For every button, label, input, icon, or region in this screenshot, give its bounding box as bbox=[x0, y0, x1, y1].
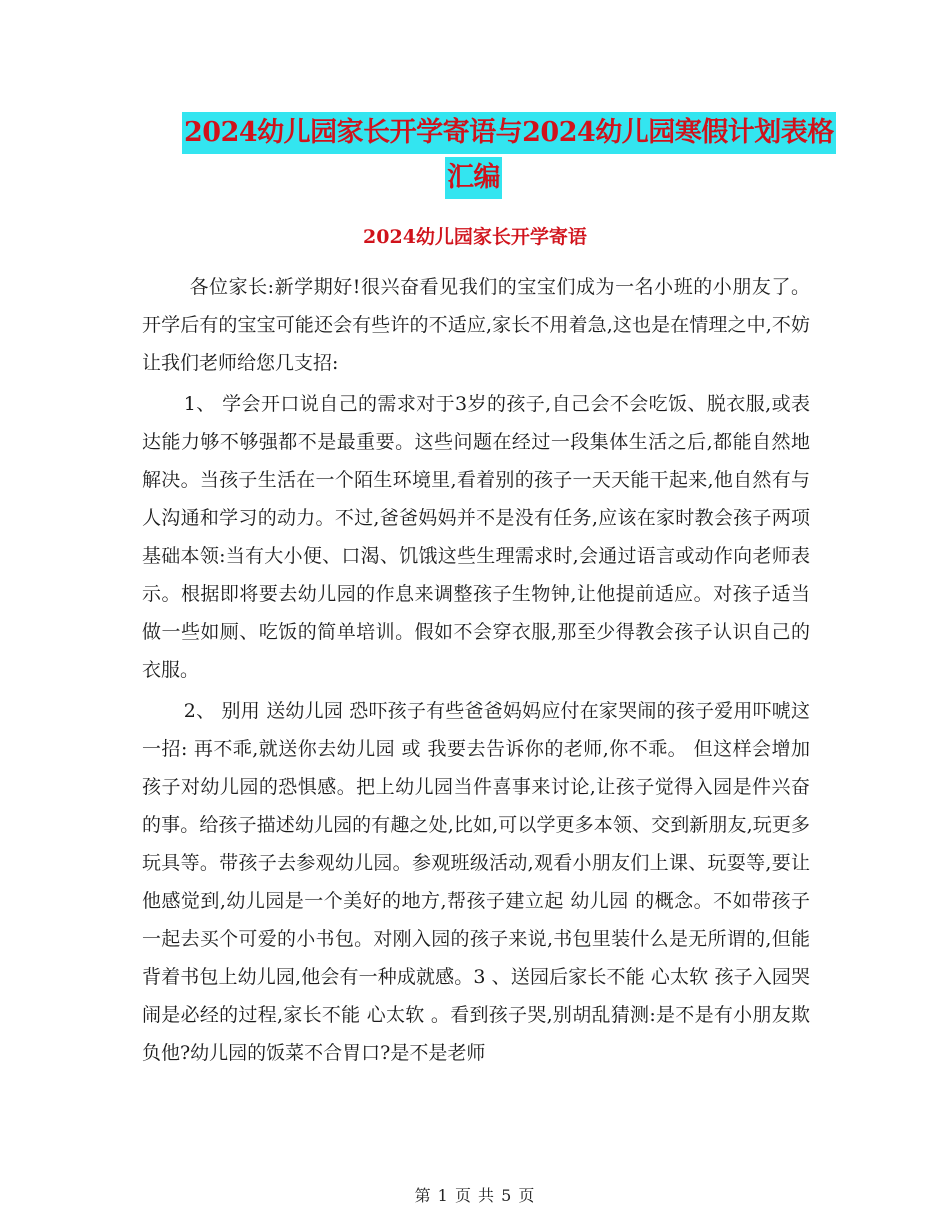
page-footer: 第 1 页 共 5 页 bbox=[414, 1186, 536, 1205]
document-title-line-1: 2024幼儿园家长开学寄语与2024幼儿园寒假计划表格 bbox=[182, 112, 836, 154]
document-body bbox=[142, 268, 810, 1075]
paragraph-tip-2: 2、 别用 送幼儿园 恐吓孩子有些爸爸妈妈应付在家哭闹的孩子爱用吓唬这一招: 再不乖,就送你去幼儿园 或 我要去告诉你的老师,你不乖。 但这样会增加孩子对幼儿园的恐惧感。把上幼儿园当件喜事来讨论,让孩子觉得入园是件兴奋的事。给孩子描述幼儿园的有趣之处,比如,可以学更多本领、交到新朋友,玩更多玩具等。带孩子去参观幼儿园。参观班级活动,观看小朋友们上课、玩耍等,要让他感觉到,幼儿园是一个美好的地方,帮孩子建立起 幼儿园 的概念。不如带孩子一起去买个可爱的小书包。对刚入园的孩子来说,书包里装什么是无所谓的,但能背着书包上幼儿园,他会有一种成就感。3 、送园后家长不能 心太软 孩子入园哭闹是必经的过程,家长不能 心太软 。看到孩子哭,别胡乱猜测:是不是有小朋友欺负他?幼儿园的饭菜不合胃口?是不是老师 bbox=[142, 700, 811, 1064]
paragraph-tip-1: 1、 学会开口说自己的需求对于3岁的孩子,自己会不会吃饭、脱衣服,或表达能力够不够强都不是最重要。这些问题在经过一段集体生活之后,都能自然地解决。当孩子生活在一个陌生环境里,看着别的孩子一天天能干起来,他自然有与人沟通和学习的动力。不过,爸爸妈妈并不是没有任务,应该在家时教会孩子两项基础本领:当有大小便、口渴、饥饿这些生理需求时,会通过语言或动作向老师表示。根据即将要去幼儿园的作息来调整孩子生物钟,让他提前适应。对孩子适当做一些如厕、吃饭的简单培训。假如不会穿衣服,那至少得教会孩子认识自己的衣服。 bbox=[142, 393, 810, 681]
paragraph-greeting: 各位家长:新学期好!很兴奋看见我们的宝宝们成为一名小班的小朋友了。开学后有的宝宝可能还会有些许的不适应,家长不用着急,这也是在情理之中,不妨让我们老师给您几支招: bbox=[142, 276, 810, 374]
document-title-line-2: 汇编 bbox=[445, 157, 502, 199]
section-title: 2024幼儿园家长开学寄语 bbox=[363, 226, 587, 248]
